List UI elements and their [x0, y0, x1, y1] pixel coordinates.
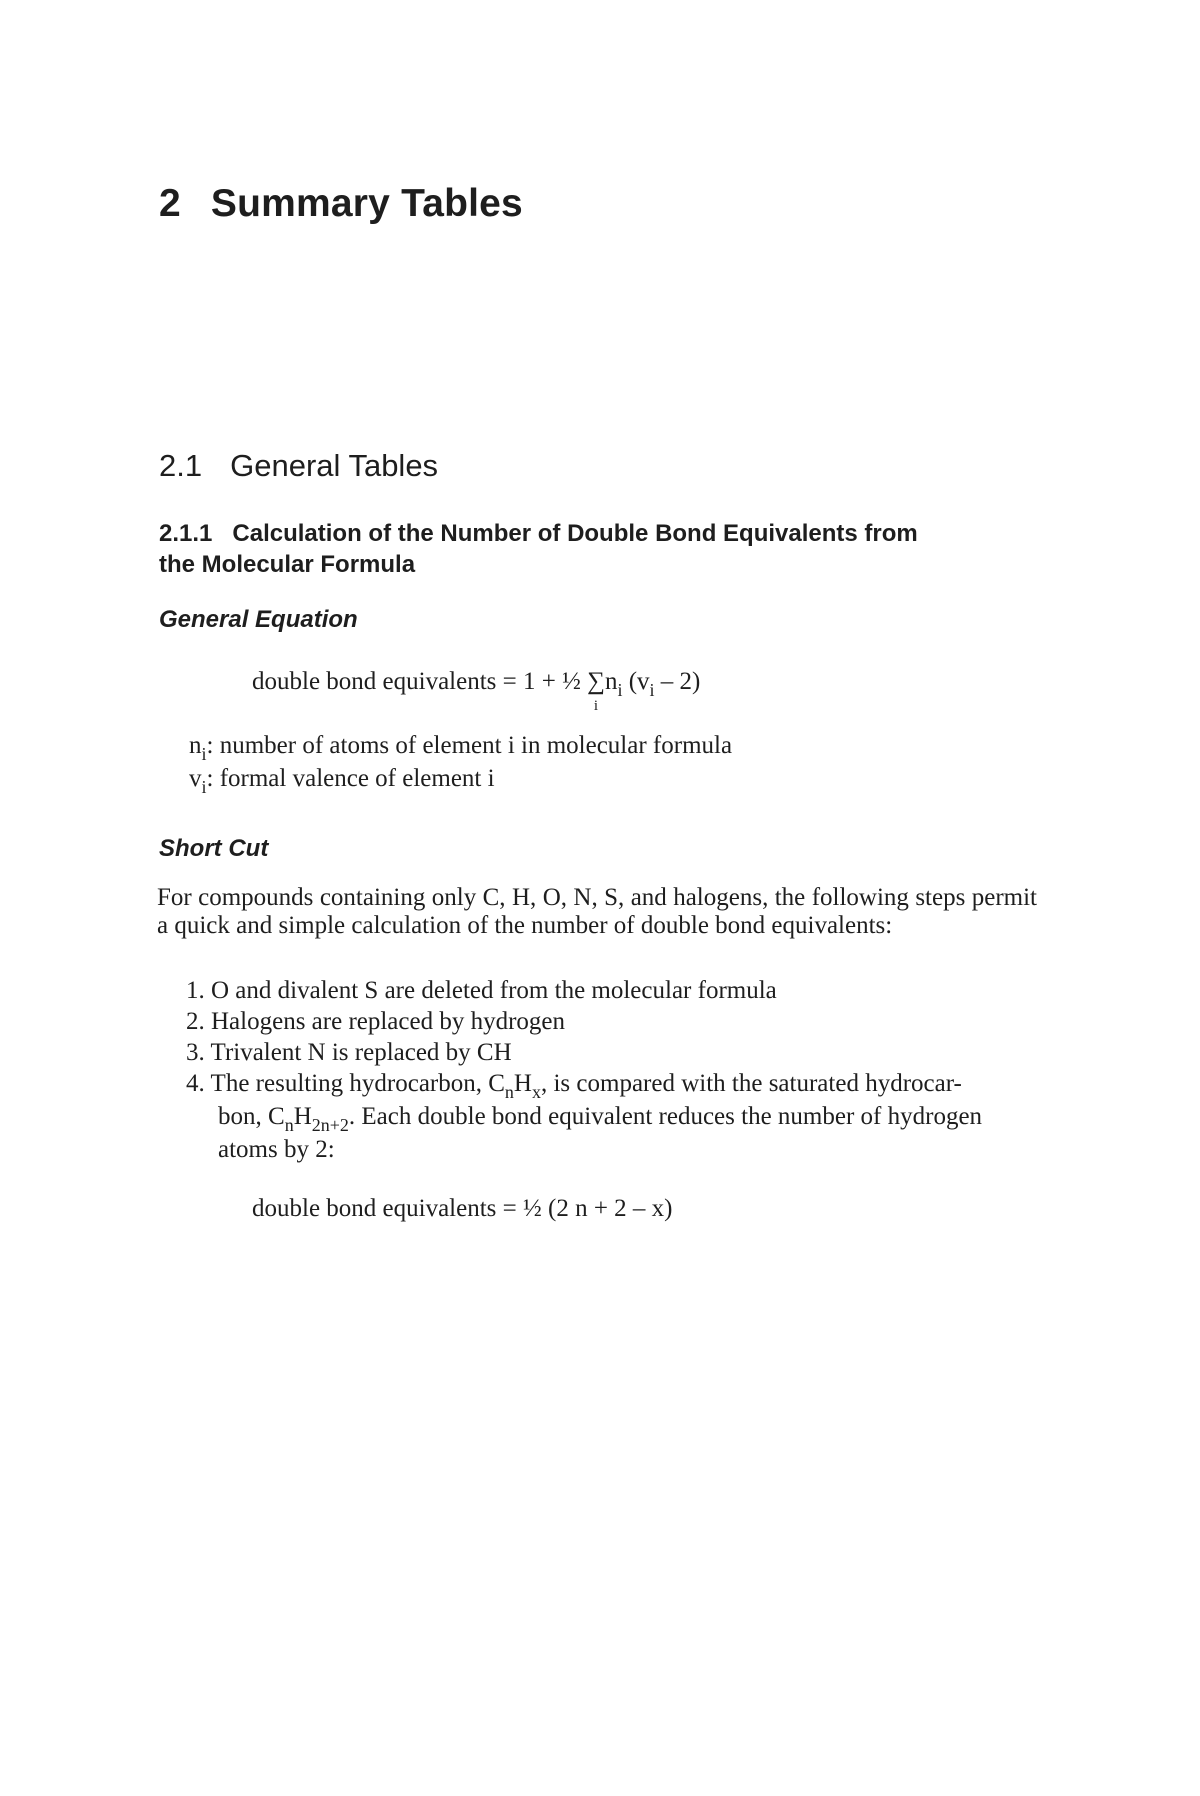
step-2: 2. Halogens are replaced by hydrogen — [186, 1008, 566, 1035]
step-4-line-3: atoms by 2: — [218, 1136, 335, 1163]
section-title: General Tables — [230, 448, 439, 483]
variable-definitions — [189, 730, 732, 796]
step-4-sub-x: x — [531, 1082, 541, 1102]
sigma-glyph: ∑ — [587, 668, 605, 695]
general-equation-heading: General Equation — [159, 606, 358, 633]
subsection-title-line1: Calculation of the Number of Double Bond Equivalents from — [232, 520, 918, 547]
chapter-title: Summary Tables — [210, 182, 523, 225]
step-3: 3. Trivalent N is replaced by CH — [186, 1039, 512, 1066]
equation-close: – 2) — [654, 668, 701, 695]
v-open: (v — [622, 668, 650, 695]
n-subscript: i — [617, 680, 623, 700]
def-v-text: : formal valence of element i — [206, 765, 495, 792]
short-cut-paragraph: For compounds containing only C, H, O, N, S, and halogens, the following steps permit a quick and simple calculation of the number of double bond equivalents: — [157, 884, 1037, 939]
def-n-sub: i — [201, 744, 207, 764]
step-4b-h: H — [293, 1103, 312, 1130]
sigma-symbol — [587, 668, 605, 714]
equation-lhs: double bond equivalents = 1 + ½ — [252, 668, 588, 695]
step-4-text-b: bon, C — [218, 1103, 285, 1130]
definition-v — [189, 763, 732, 796]
n-symbol: n — [604, 668, 618, 695]
subsection-number: 2.1.1 — [159, 520, 213, 547]
step-4-sub-n: n — [504, 1082, 514, 1102]
step-4-h: H — [513, 1070, 532, 1097]
step-4-line-2 — [186, 1101, 982, 1134]
section-number: 2.1 — [159, 448, 203, 483]
v-subscript: i — [649, 680, 655, 700]
step-4b-sub-n: n — [284, 1115, 294, 1135]
step-1: 1. O and divalent S are deleted from the molecular formula — [186, 977, 777, 1004]
subsection-heading — [159, 518, 918, 580]
short-cut-steps — [186, 975, 982, 1165]
chapter-heading — [159, 182, 523, 226]
short-cut-equation: double bond equivalents = ½ (2 n + 2 – x) — [252, 1195, 673, 1222]
short-cut-heading: Short Cut — [159, 835, 269, 862]
chapter-number: 2 — [159, 182, 181, 225]
step-4-text-b-end: . Each double bond equivalent reduces the number of hydrogen — [348, 1103, 983, 1130]
section-heading — [159, 448, 438, 484]
def-v-sub: i — [201, 777, 207, 797]
def-v-symbol: v — [189, 765, 202, 792]
general-equation — [252, 668, 701, 714]
definition-n — [189, 730, 732, 763]
subsection-title-line2: the Molecular Formula — [159, 551, 416, 578]
step-4b-sub-2n2: 2n+2 — [311, 1115, 349, 1135]
step-4 — [186, 1068, 982, 1101]
def-n-text: : number of atoms of element i in molecular formula — [206, 732, 733, 759]
step-4-text-a: 4. The resulting hydrocarbon, C — [186, 1070, 505, 1097]
def-n-symbol: n — [189, 732, 202, 759]
sigma-index: i — [593, 698, 599, 714]
step-4-text-a-end: , is compared with the saturated hydrocar- — [540, 1070, 962, 1097]
